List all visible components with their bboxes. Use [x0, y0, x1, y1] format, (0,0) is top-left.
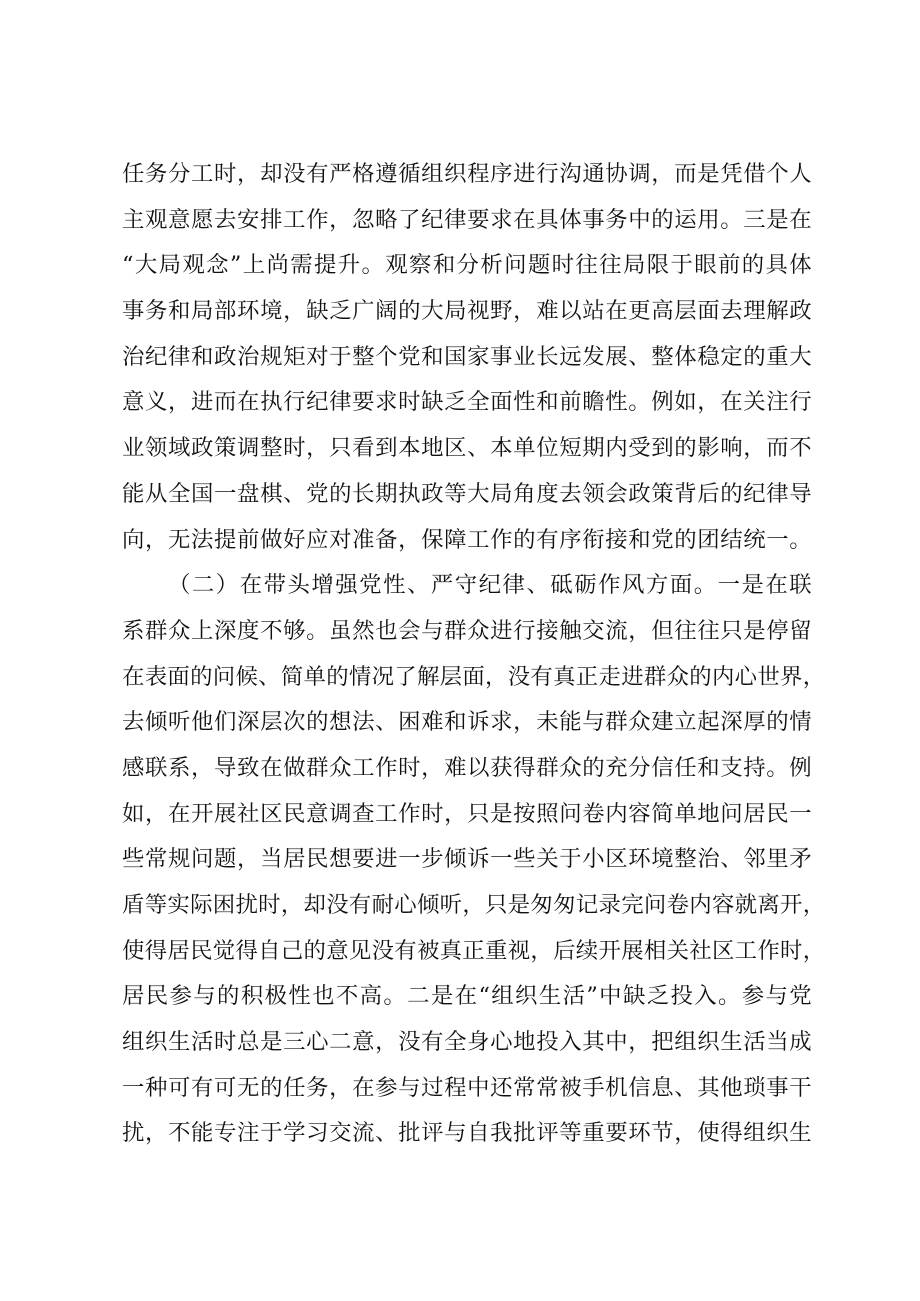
text-line: 在表面的问候、简单的情况了解层面，没有真正走进群众的内心世界，: [122, 663, 826, 690]
text-line: 使得居民觉得自己的意见没有被真正重视，后续开展相关社区工作时，: [122, 937, 826, 964]
body-text: [122, 152, 826, 1157]
text-line: 能从全国一盘棋、党的长期执政等大局角度去领会政策背后的纪律导: [122, 480, 812, 507]
text-line: 居民参与的积极性也不高。二是在“组织生活”中缺乏投入。参与党: [122, 983, 812, 1010]
text-line: 感联系，导致在做群众工作时，难以获得群众的充分信任和支持。例: [122, 754, 812, 781]
text-line: 一种可有可无的任务，在参与过程中还常常被手机信息、其他琐事干: [122, 1074, 812, 1101]
text-line: 系群众上深度不够。虽然也会与群众进行接触交流，但往往只是停留: [122, 617, 812, 644]
text-line: 组织生活时总是三心二意，没有全身心地投入其中，把组织生活当成: [122, 1029, 812, 1056]
text-line: 业领域政策调整时，只看到本地区、本单位短期内受到的影响，而不: [122, 435, 812, 462]
text-line: 治纪律和政治规矩对于整个党和国家事业长远发展、整体稳定的重大: [122, 343, 812, 370]
text-line: 去倾听他们深层次的想法、困难和诉求，未能与群众建立起深厚的情: [122, 709, 812, 736]
text-line: 如，在开展社区民意调查工作时，只是按照问卷内容简单地问居民一: [122, 800, 812, 827]
text-line: 主观意愿去安排工作，忽略了纪律要求在具体事务中的运用。三是在: [122, 206, 812, 233]
section-heading-line: （二）在带头增强党性、严守纪律、砥砺作风方面。一是在联: [168, 572, 812, 599]
text-line: 任务分工时，却没有严格遵循组织程序进行沟通协调，而是凭借个人: [122, 161, 812, 187]
text-line: 意义，进而在执行纪律要求时缺乏全面性和前瞻性。例如，在关注行: [122, 389, 812, 416]
text-line: 扰，不能专注于学习交流、批评与自我批评等重要环节，使得组织生: [122, 1120, 812, 1147]
text-line: 盾等实际困扰时，却没有耐心倾听，只是匆匆记录完问卷内容就离开，: [122, 892, 826, 918]
text-line: 向，无法提前做好应对准备，保障工作的有序衔接和党的团结统一。: [122, 526, 812, 553]
text-line: 些常规问题，当居民想要进一步倾诉一些关于小区环境整治、邻里矛: [122, 846, 812, 873]
text-line: 事务和局部环境，缺乏广阔的大局视野，难以站在更高层面去理解政: [122, 298, 812, 325]
text-line: “大局观念”上尚需提升。观察和分析问题时往往局限于眼前的具体: [122, 252, 812, 279]
